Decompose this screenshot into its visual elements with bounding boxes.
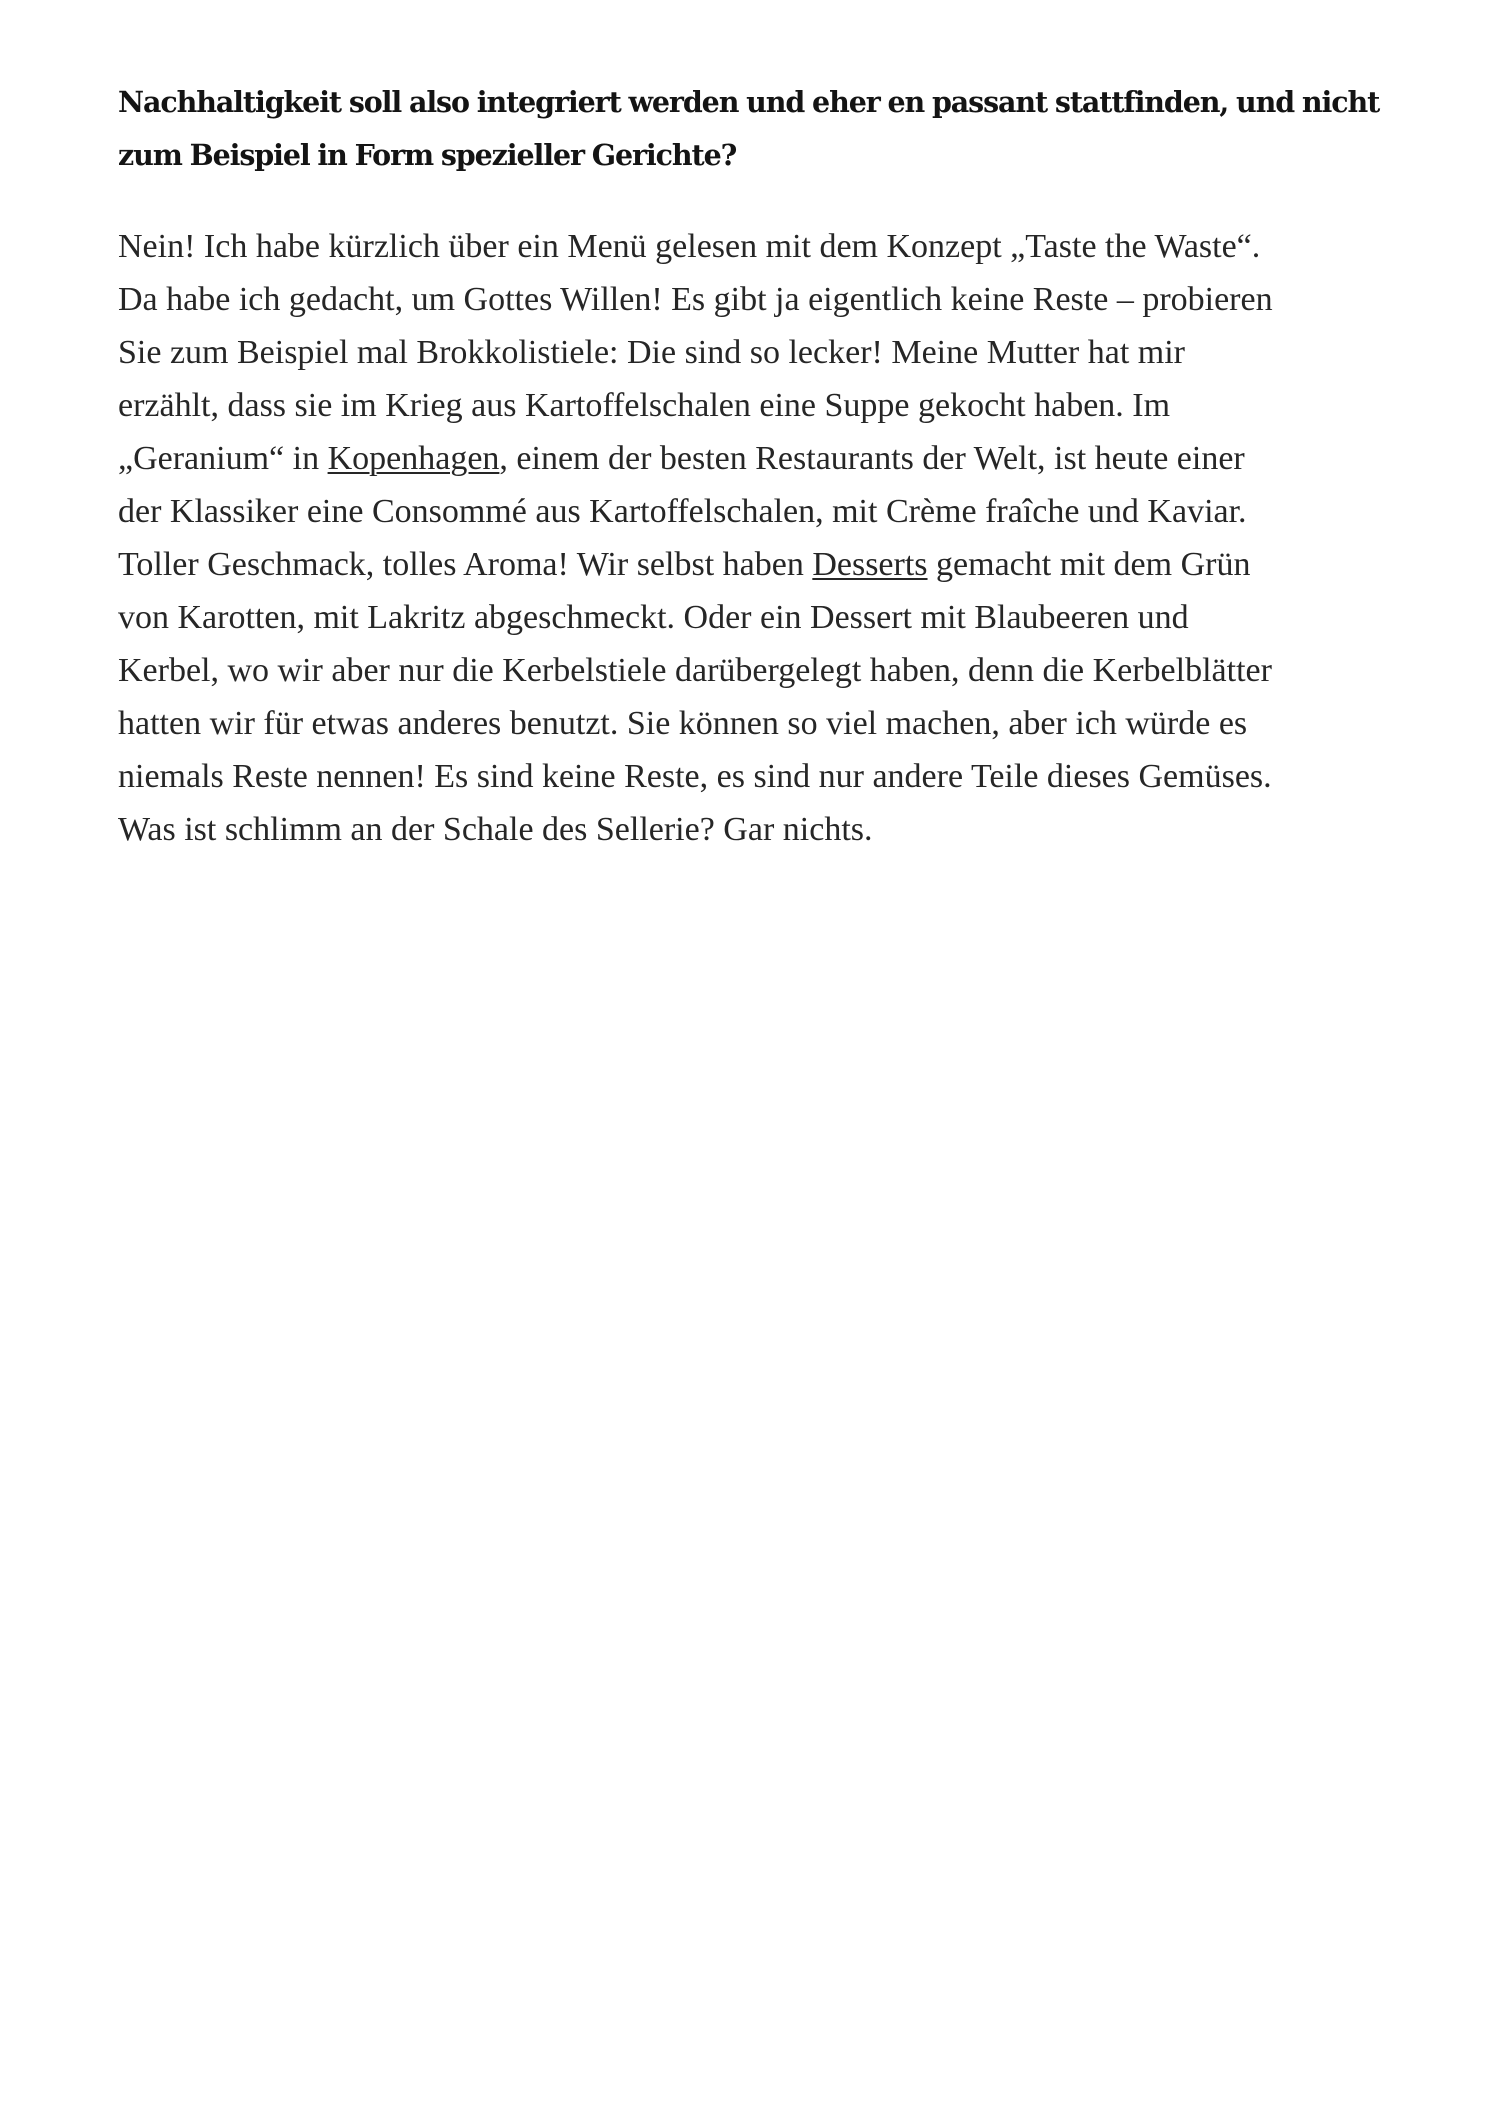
answer-line: Kerbel, wo wir aber nur die Kerbelstiele darübergelegt haben, denn die Kerbelblätter	[118, 652, 1272, 689]
answer-line: von Karotten, mit Lakritz abgeschmeckt. Oder ein Dessert mit Blaubeeren und	[118, 599, 1189, 636]
interview-answer	[118, 220, 1418, 856]
answer-line: Sie zum Beispiel mal Brokkolistiele: Die sind so lecker! Meine Mutter hat mir	[118, 334, 1185, 371]
answer-line: Was ist schlimm an der Schale des Sellerie? Gar nichts.	[118, 811, 873, 848]
answer-text: gemacht mit dem Grün	[927, 546, 1251, 583]
link-kopenhagen[interactable]: Kopenhagen	[327, 440, 500, 477]
answer-line: hatten wir für etwas anderes benutzt. Sie können so viel machen, aber ich würde es	[118, 705, 1248, 742]
question-line: zum Beispiel in Form spezieller Gerichte?	[118, 138, 737, 172]
answer-text: , einem der besten Restaurants der Welt, ist heute einer	[499, 440, 1245, 477]
interview-question	[118, 76, 1418, 182]
link-desserts[interactable]: Desserts	[812, 546, 928, 583]
answer-text: „Geranium“ in	[118, 440, 328, 477]
question-line: Nachhaltigkeit soll also integriert werden und eher en passant stattfinden, und nicht	[118, 85, 1380, 119]
answer-text: Toller Geschmack, tolles Aroma! Wir selbst haben	[118, 546, 813, 583]
answer-line: Da habe ich gedacht, um Gottes Willen! Es gibt ja eigentlich keine Reste – probieren	[118, 281, 1273, 318]
answer-line	[118, 538, 1418, 591]
answer-line	[118, 432, 1418, 485]
answer-line: der Klassiker eine Consommé aus Kartoffelschalen, mit Crème fraîche und Kaviar.	[118, 493, 1247, 530]
answer-line: erzählt, dass sie im Krieg aus Kartoffelschalen eine Suppe gekocht haben. Im	[118, 387, 1171, 424]
answer-line: niemals Reste nennen! Es sind keine Reste, es sind nur andere Teile dieses Gemüses.	[118, 758, 1272, 795]
answer-line: Nein! Ich habe kürzlich über ein Menü gelesen mit dem Konzept „Taste the Waste“.	[118, 228, 1261, 265]
